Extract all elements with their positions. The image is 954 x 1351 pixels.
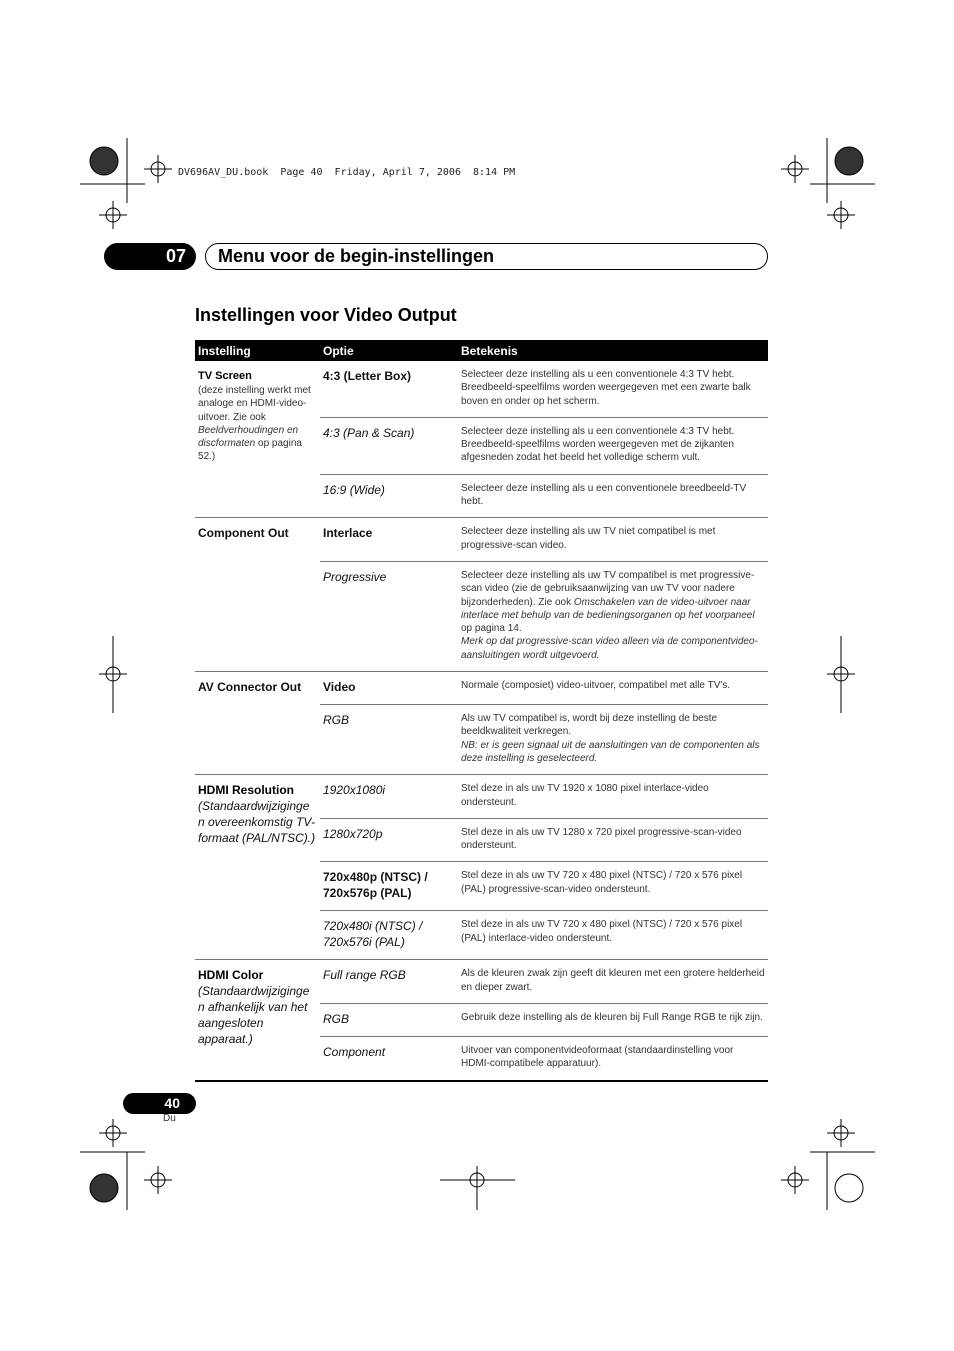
- chapter-title: Menu voor de begin-instellingen: [205, 243, 768, 270]
- description-note: Merk op dat progressive-scan video alleen via de componentvideo-aansluitingen wordt uitgevoerd.: [461, 636, 758, 661]
- description-cell: [458, 705, 768, 775]
- description-cell: Stel deze in als uw TV 1920 x 1080 pixel interlace-video ondersteunt.: [458, 775, 768, 819]
- option-cell: Full range RGB: [320, 960, 458, 1004]
- table-row: [195, 518, 768, 562]
- description-note: NB: er is geen signaal uit de aansluitingen van de componenten als deze instelling is geselecteerd.: [461, 739, 760, 764]
- description-cell: Selecteer deze instelling als uw TV niet compatibel is met progressive-scan video.: [458, 518, 768, 562]
- description-cell: Selecteer deze instelling als u een conventionele 4:3 TV hebt. Breedbeeld-speelfilms worden weergegeven met een zwarte balk boven en onder op het scherm.: [461, 369, 751, 407]
- option-cell: 1280x720p: [320, 818, 458, 862]
- header-optie: Optie: [320, 340, 458, 361]
- setting-name: TV Screen: [198, 370, 252, 382]
- page-language: Du: [163, 1113, 176, 1124]
- option-cell: 720x480i (NTSC) / 720x576i (PAL): [320, 911, 458, 960]
- description-text: Selecteer deze instelling als uw TV compatibel is met progressive-scan video (zie de gebruiksaanwijzing van uw TV voor nadere bijzonderheden). Zie ook: [461, 569, 755, 608]
- setting-tv-screen: [195, 361, 320, 518]
- setting-name: HDMI Color: [198, 968, 264, 983]
- description-cell: [458, 561, 768, 671]
- settings-table: [195, 340, 768, 1082]
- option-cell: 4:3 (Pan & Scan): [320, 417, 458, 474]
- page-number: 40: [123, 1093, 196, 1114]
- table-row: [195, 960, 768, 1004]
- description-cell: Stel deze in als uw TV 1280 x 720 pixel progressive-scan-video ondersteunt.: [458, 818, 768, 862]
- header-instelling: Instelling: [195, 340, 320, 361]
- header-betekenis: Betekenis: [458, 340, 768, 361]
- setting-component-out: Component Out: [195, 518, 320, 672]
- option-cell: Interlace: [320, 518, 458, 562]
- chapter-number: 07: [104, 243, 196, 270]
- description-link: Omschakelen van de video-uitvoer naar interlace met behulp van de bedieningsorganen op het voorpaneel: [461, 596, 755, 621]
- setting-note: (Standaardwijziginge n afhankelijk van het aangesloten apparaat.): [198, 984, 310, 1047]
- print-slug: DV696AV_DU.book Page 40 Friday, April 7, 2006 8:14 PM: [178, 167, 516, 178]
- description-cell: Uitvoer van componentvideoformaat (standaardinstelling voor HDMI-compatibele apparatuur).: [458, 1037, 768, 1081]
- option-cell: 720x480p (NTSC) / 720x576p (PAL): [320, 862, 458, 911]
- table-row: [195, 672, 768, 705]
- option-cell: 16:9 (Wide): [320, 474, 458, 518]
- description-cell: Normale (composiet) video-uitvoer, compatibel met alle TV's.: [458, 672, 768, 705]
- description-cell: Selecteer deze instelling als u een conventionele 4:3 TV hebt. Breedbeeld-speelfilms worden weergegeven met de zijkanten afgesneden zodat het beeld het volledige scherm vult.: [458, 417, 768, 474]
- option-cell: Component: [320, 1037, 458, 1081]
- table-row: [195, 775, 768, 819]
- section-title: Instellingen voor Video Output: [195, 305, 457, 325]
- description-cell: Selecteer deze instelling als u een conventionele breedbeeld-TV hebt.: [458, 474, 768, 518]
- setting-note: op pagina 52.): [198, 438, 302, 463]
- table-header-row: [195, 340, 768, 361]
- option-cell: RGB: [320, 1004, 458, 1037]
- description-cell: Stel deze in als uw TV 720 x 480 pixel (NTSC) / 720 x 576 pixel (PAL) progressive-scan-video ondersteunt.: [458, 862, 768, 911]
- option-cell: Progressive: [320, 561, 458, 671]
- setting-note: (Standaardwijziginge n overeenkomstig TV-formaat (PAL/NTSC).): [198, 799, 316, 846]
- option-cell: 1920x1080i: [320, 775, 458, 819]
- description-cell: Gebruik deze instelling als de kleuren bij Full Range RGB te rijk zijn.: [458, 1004, 768, 1037]
- table-row: [195, 361, 768, 417]
- setting-note-link: Beeldverhoudingen en discformaten: [198, 424, 299, 450]
- setting-hdmi-color: [195, 960, 320, 1081]
- setting-hdmi-resolution: [195, 775, 320, 960]
- description-text: op pagina 14.: [461, 623, 522, 635]
- setting-name: HDMI Resolution: [198, 783, 294, 798]
- option-cell: 4:3 (Letter Box): [323, 369, 412, 383]
- setting-av-connector-out: AV Connector Out: [195, 672, 320, 775]
- description-cell: Stel deze in als uw TV 720 x 480 pixel (NTSC) / 720 x 576 pixel (PAL) interlace-video ondersteunt.: [458, 911, 768, 960]
- option-cell: Video: [320, 672, 458, 705]
- setting-note: (deze instelling werkt met analoge en HDMI-video-uitvoer. Zie ook: [198, 385, 311, 423]
- description-text: Als uw TV compatibel is, wordt bij deze instelling de beste beeldkwaliteit verkregen.: [461, 713, 718, 738]
- description-cell: Als de kleuren zwak zijn geeft dit kleuren met een grotere helderheid en dieper zwart.: [458, 960, 768, 1004]
- option-cell: RGB: [320, 705, 458, 775]
